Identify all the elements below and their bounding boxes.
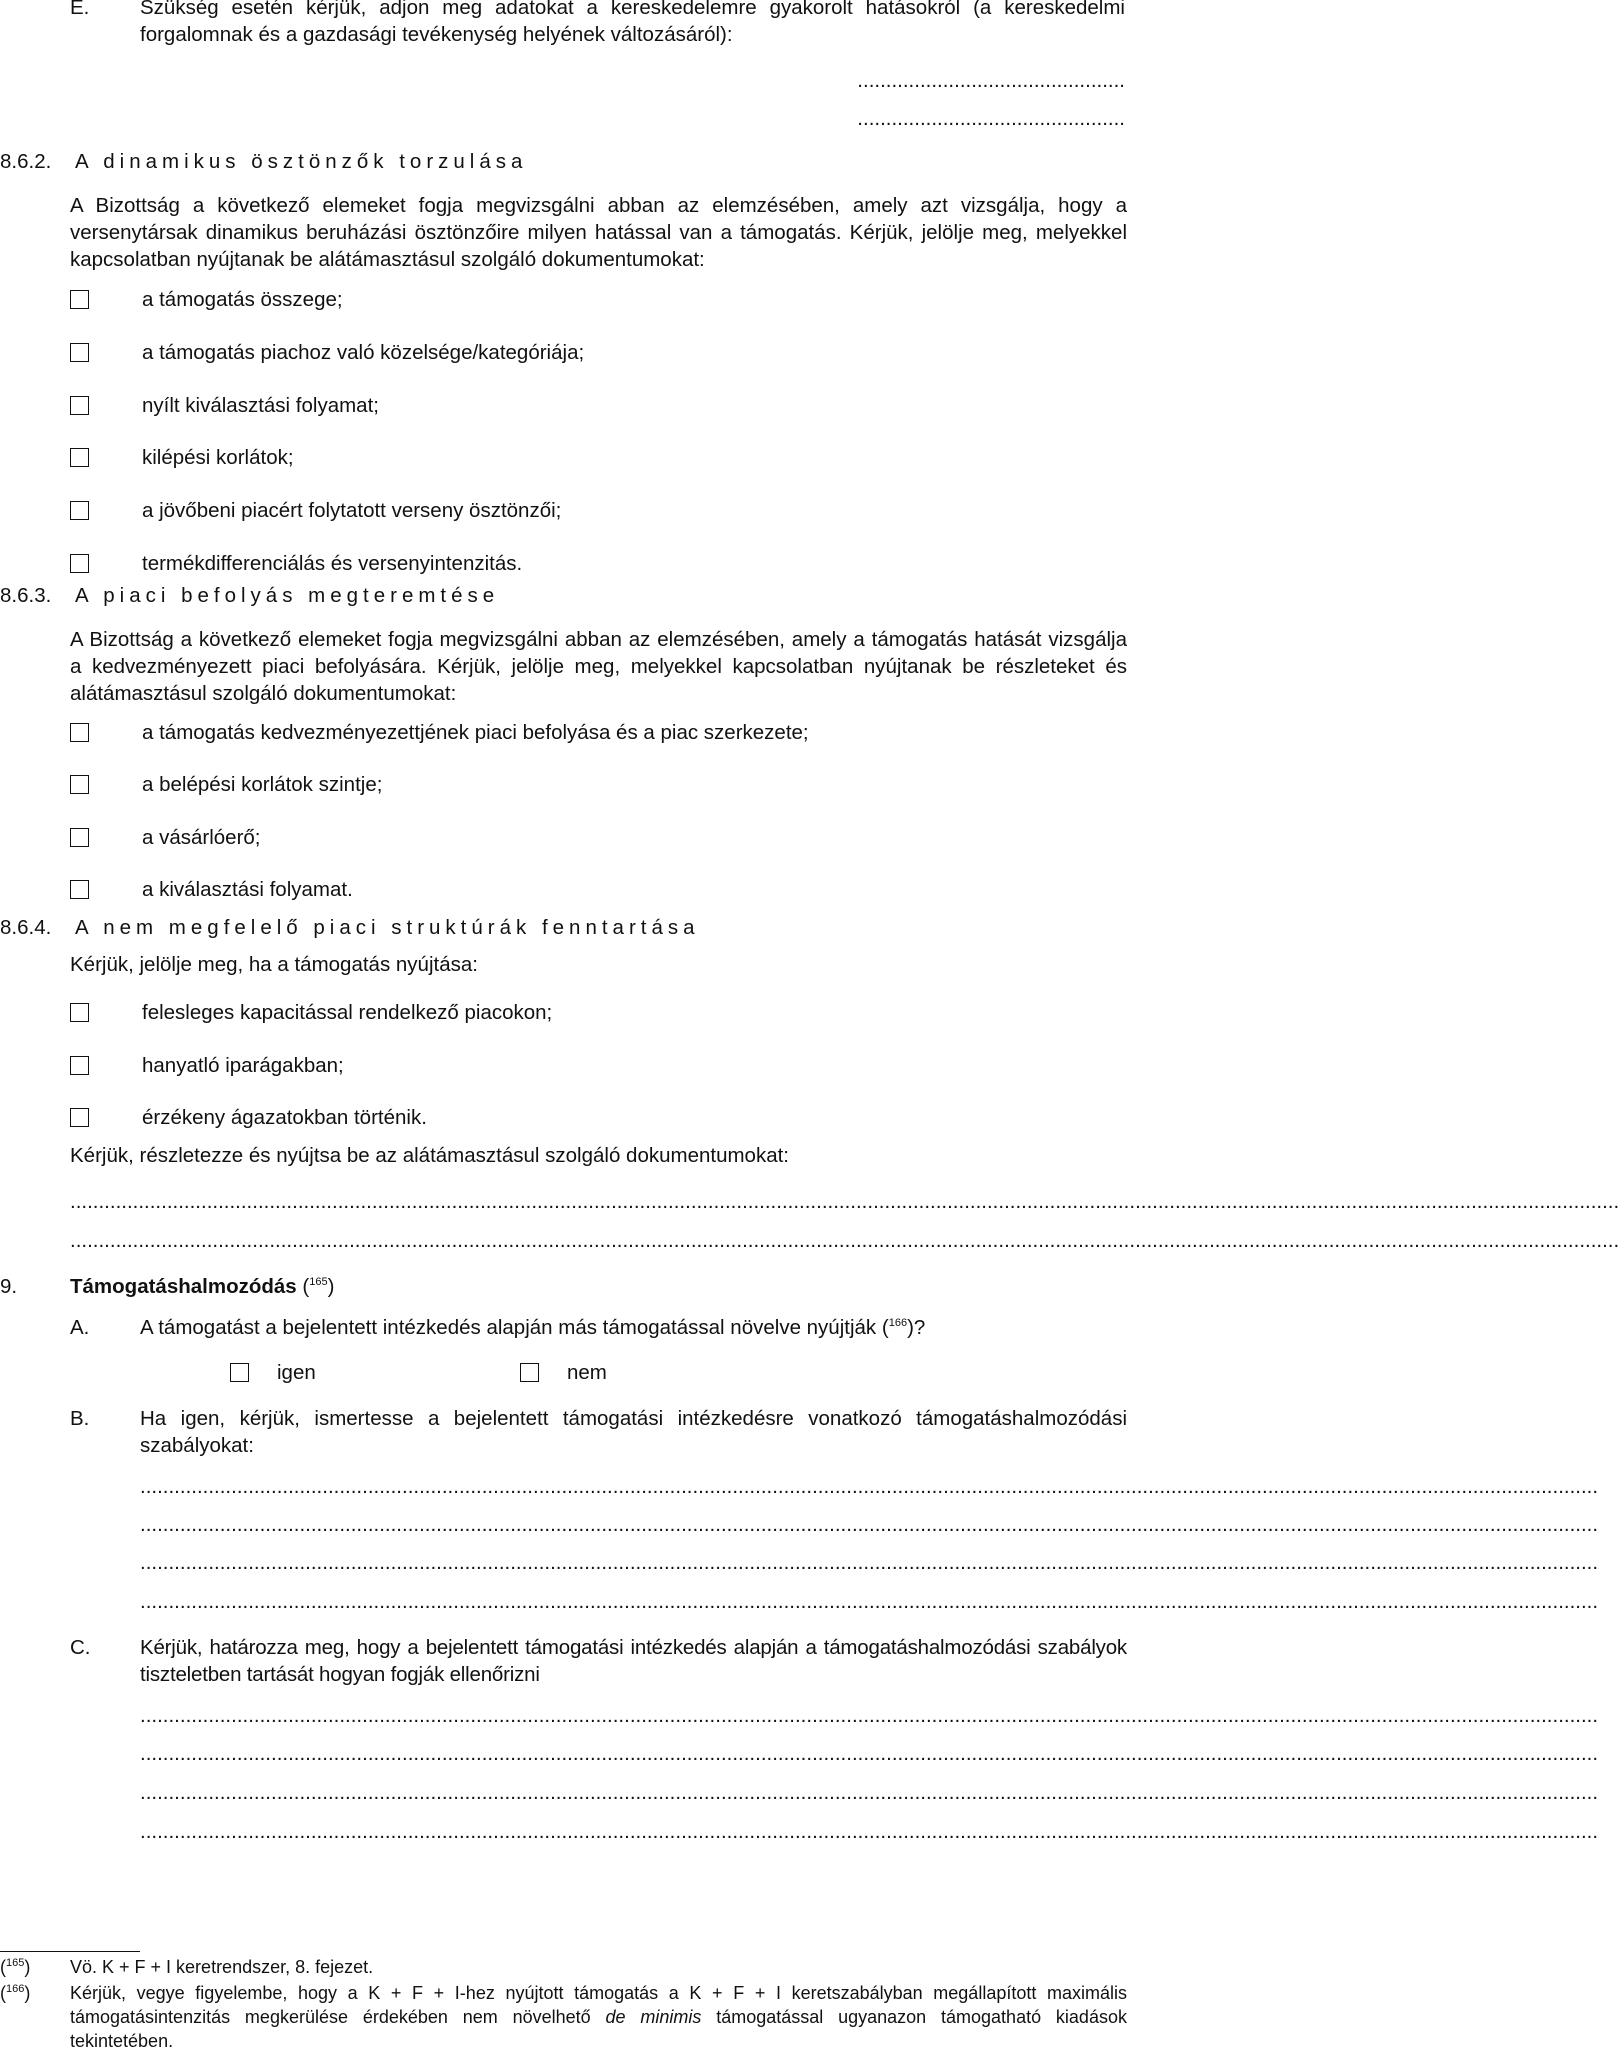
answer-line[interactable]: ................................................................................................................................................................................................................................................................: [140, 1742, 1599, 1765]
answer-line[interactable]: ................................................................................................................................................................................................................................................................: [140, 1590, 1599, 1613]
section-intro: A Bizottság a következő elemeket fogja megvizsgálni abban az elemzésében, amely a támogatás hatását vizsgálja a kedvezményezett piaci befolyására. Kérjük, jelölje meg, melyekkel kapcsolatban nyújtanak be részleteket és alátámasztásul szolgáló dokumentumokat:: [70, 628, 1127, 705]
checkbox[interactable]: [70, 343, 89, 362]
footnote-ref[interactable]: 166: [888, 1317, 908, 1330]
option-label: nem: [567, 1361, 607, 1384]
footnote-number: 165: [6, 1957, 25, 1969]
answer-line[interactable]: ................................................................................................................................................................................................................................................................: [140, 1551, 1599, 1574]
checkbox-label: nyílt kiválasztási folyamat;: [142, 394, 379, 417]
checkbox-label: hanyatló iparágakban;: [142, 1054, 344, 1077]
checkbox[interactable]: [70, 828, 89, 847]
question-a-text: A támogatást a bejelentett intézkedés alapján más támogatással növelve nyújtják (: [140, 1316, 889, 1339]
checkbox[interactable]: [70, 448, 89, 467]
section-number: 8.6.2.: [0, 150, 52, 173]
section-number: 8.6.4.: [0, 916, 52, 939]
section-title: A dinamikus ösztönzők torzulása: [75, 150, 528, 173]
checkbox-label: a belépési korlátok szintje;: [142, 773, 383, 796]
question-c: Kérjük, határozza meg, hogy a bejelentett támogatási intézkedés alapján a támogatáshalmozódási szabályok tiszteletben tartását hogyan fogják ellenőrizni: [140, 1636, 1127, 1686]
answer-line[interactable]: ................................................................................................................................................................................................................................................................: [140, 1781, 1599, 1804]
footnote-text-part: támogatással ugyanazon támogatható kiadások tekintetében.: [70, 2007, 1127, 2051]
section-intro: Kérjük, jelölje meg, ha a támogatás nyújtása:: [70, 953, 478, 976]
checkbox[interactable]: [70, 1108, 89, 1127]
checkbox-label: a támogatás piachoz való közelsége/kategóriája;: [142, 341, 585, 364]
footnote-number: 166: [6, 1983, 25, 1995]
checkbox-label: a kiválasztási folyamat.: [142, 878, 353, 901]
footnote-ref[interactable]: 165: [309, 1276, 328, 1289]
checkbox[interactable]: [70, 554, 89, 573]
section-9-heading: Támogatáshalmozódás ($^{165}$): [70, 1275, 335, 1298]
item-marker: C.: [70, 1636, 91, 1659]
footnote-italic: de minimis: [605, 2007, 702, 2027]
checkbox[interactable]: [70, 880, 89, 899]
answer-line[interactable]: ................................................................................................................................................................................................................................................................................: [70, 1229, 1619, 1252]
checkbox-label: a támogatás összege;: [142, 288, 343, 311]
checkbox-label: termékdifferenciálás és versenyintenzitás.: [142, 552, 523, 575]
checkbox[interactable]: [70, 290, 89, 309]
footnote-rule: [0, 1951, 140, 1952]
checkbox[interactable]: [70, 1056, 89, 1075]
checkbox[interactable]: [70, 396, 89, 415]
section-intro: A Bizottság a következő elemeket fogja megvizsgálni abban az elemzésében, amely azt vizsgálja, hogy a versenytársak dinamikus beruházási ösztönzőire milyen hatással van a támogatás. Kérjük, jelölje meg, melyekkel kapcsolatban nyújtanak be alátámasztásul szolgáló dokumentumokat:: [70, 194, 1127, 271]
checkbox-label: a támogatás kedvezményezettjének piaci befolyása és a piac szerkezete;: [142, 721, 809, 744]
answer-line[interactable]: ...............................................: [857, 69, 1125, 92]
footnote-text-part: Kérjük, vegye figyelembe, hogy a K + F + I-hez nyújtott támogatás a K + F + I keretszabályban megállapított maximális támogatásintenzitás megkerülése érdekében nem növelhető: [70, 1983, 1127, 2027]
checkbox-label: kilépési korlátok;: [142, 446, 294, 469]
answer-line[interactable]: ................................................................................................................................................................................................................................................................: [140, 1820, 1599, 1843]
section-e-marker: E.: [70, 0, 90, 19]
answer-line[interactable]: ................................................................................................................................................................................................................................................................: [140, 1704, 1599, 1727]
section-number: 8.6.3.: [0, 584, 52, 607]
footnote-text: [70, 1981, 1127, 2053]
answer-line[interactable]: ................................................................................................................................................................................................................................................................................: [70, 1190, 1619, 1213]
item-marker: A.: [70, 1316, 90, 1339]
detail-request: Kérjük, részletezze és nyújtsa be az alátámasztásul szolgáló dokumentumokat:: [70, 1144, 790, 1167]
checkbox-label: érzékeny ágazatokban történik.: [142, 1106, 427, 1129]
question-a: [140, 1314, 925, 1341]
checkbox[interactable]: [70, 501, 89, 520]
checkbox[interactable]: [70, 775, 89, 794]
question-a-end: )?: [907, 1316, 926, 1339]
section-title: A nem megfelelő piaci struktúrák fenntartása: [75, 916, 700, 939]
option-label: igen: [277, 1361, 316, 1384]
section-e-text: Szükség esetén kérjük, adjon meg adatokat a kereskedelemre gyakorolt hatásokról (a kereskedelmi forgalomnak és a gazdasági tevékenység helyének változásáról):: [140, 0, 1125, 46]
answer-line[interactable]: ...............................................: [857, 107, 1125, 130]
checkbox-label: felesleges kapacitással rendelkező piacokon;: [142, 1001, 553, 1024]
section-title: Támogatáshalmozódás: [70, 1275, 297, 1298]
checkbox[interactable]: [520, 1363, 539, 1382]
checkbox[interactable]: [70, 723, 89, 742]
section-number: 9.: [0, 1275, 18, 1298]
item-marker: B.: [70, 1407, 90, 1430]
footnote-marker: ($^{166}$): [0, 1983, 31, 2003]
section-title: A piaci befolyás megteremtése: [75, 584, 500, 607]
checkbox-label: a vásárlóerő;: [142, 826, 261, 849]
answer-line[interactable]: ................................................................................................................................................................................................................................................................: [140, 1475, 1599, 1498]
checkbox-label: a jövőbeni piacért folytatott verseny ösztönzői;: [142, 499, 562, 522]
footnote-marker: ($^{165}$): [0, 1957, 31, 1977]
checkbox[interactable]: [70, 1003, 89, 1022]
footnote-text: Vö. K + F + I keretrendszer, 8. fejezet.: [70, 1957, 374, 1977]
checkbox[interactable]: [230, 1363, 249, 1382]
question-b: Ha igen, kérjük, ismertesse a bejelentett támogatási intézkedésre vonatkozó támogatáshalmozódási szabályokat:: [140, 1407, 1127, 1457]
answer-line[interactable]: ................................................................................................................................................................................................................................................................: [140, 1513, 1599, 1536]
